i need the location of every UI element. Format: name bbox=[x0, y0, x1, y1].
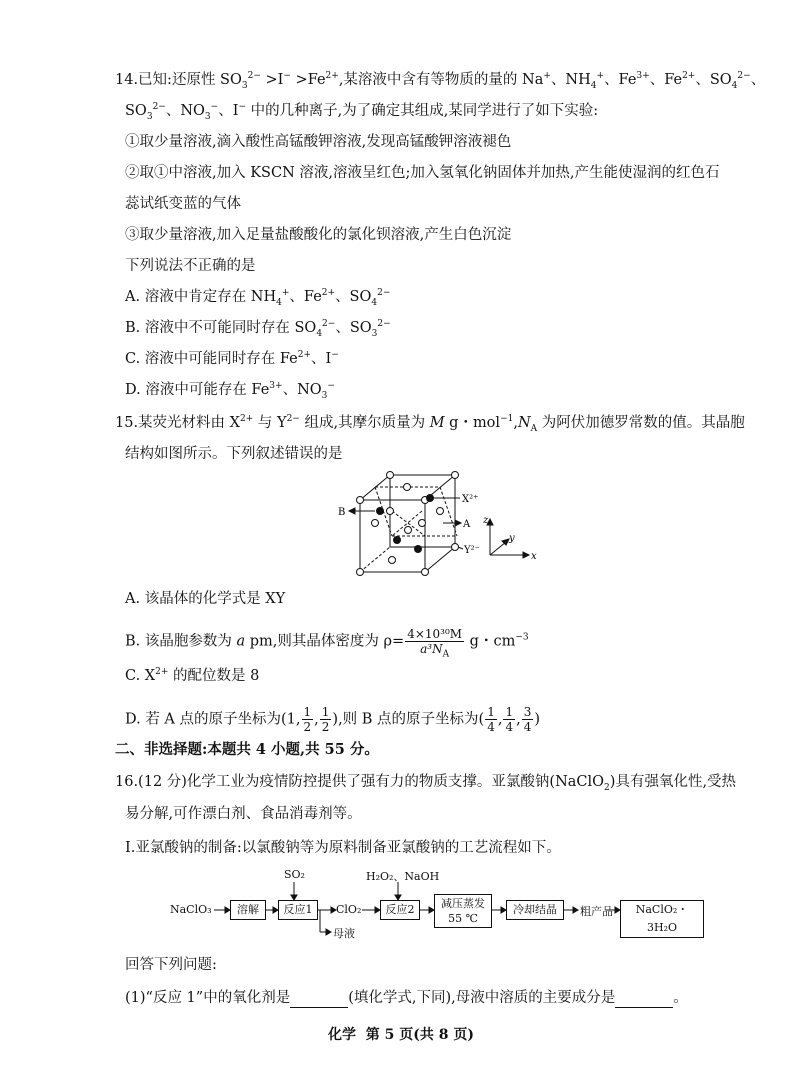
y-ion-marker bbox=[387, 472, 394, 479]
q16-stem-line2: 易分解,可作漂白剂、食品消毒剂等。 bbox=[125, 806, 362, 822]
y-ion-marker bbox=[405, 527, 412, 534]
y-ion-marker bbox=[389, 557, 396, 564]
q14-option-d: D. 溶液中可能存在 $Fe^{3+}$、$NO_3^-$ bbox=[125, 381, 335, 401]
y-ion-marker bbox=[357, 569, 364, 576]
q14-option-c: C. 溶液中可能同时存在 $Fe^{2+}$、I− bbox=[125, 350, 339, 367]
q14-experiment-3: ③取少量溶液,加入足量盐酸酸化的氯化钡溶液,产生白色沉淀 bbox=[125, 227, 512, 243]
y-ion-marker bbox=[404, 484, 411, 491]
q16-subquestion-1: (1)“反应 1”中的氧化剂是 (填化学式,下同),母液中溶质的主要成分是 。 bbox=[125, 990, 688, 1006]
label-point-b: B bbox=[338, 507, 346, 518]
y-ion-marker bbox=[452, 544, 459, 551]
q14-experiment-1: ①取少量溶液,滴入酸性高锰酸钾溶液,发现高锰酸钾溶液褪色 bbox=[125, 134, 512, 150]
q15-stem-line2: 结构如图所示。下列叙述错误的是 bbox=[125, 446, 343, 462]
q15-option-a: A. 该晶体的化学式是 XY bbox=[125, 591, 286, 607]
y-ion-marker bbox=[422, 569, 429, 576]
q14-experiment-2-cont: 蕊试纸变蓝的气体 bbox=[125, 196, 241, 212]
q14-experiment-2: ②取①中溶液,加入 KSCN 溶液,溶液呈红色;加入氢氧化钠固体并加热,产生能使湿润的红色石 bbox=[125, 165, 720, 181]
page-footer: 化学 第 5 页(共 8 页) bbox=[328, 1027, 474, 1043]
q14-option-b: B. 溶液中不可能同时存在 $SO_4^{2-}$、$SO_3^{2-}$ bbox=[125, 319, 391, 339]
flow-step-reaction1: 反应1 bbox=[278, 900, 318, 920]
y-ion-marker bbox=[387, 508, 394, 515]
section-heading: 二、非选择题:本题共 4 小题,共 55 分。 bbox=[115, 741, 379, 758]
flow-step-dissolve: 溶解 bbox=[230, 900, 266, 920]
label-y-ion: Y²⁻ bbox=[464, 545, 480, 556]
q15-option-b: B. 该晶胞参数为 a pm,则其晶体密度为 ρ= $\frac{\text{4×10³⁰M}}{a^3N_A}$ g・$cm^{-3}$ bbox=[125, 627, 529, 660]
y-ion-marker bbox=[452, 472, 459, 479]
x-ion-marker bbox=[393, 536, 401, 544]
flow-crude-product: 粗产品 bbox=[580, 905, 613, 918]
y-ion-marker bbox=[419, 520, 426, 527]
process-flow-diagram bbox=[170, 868, 710, 943]
flow-mother-liquor: 母液 bbox=[333, 927, 355, 940]
x-ion-marker bbox=[376, 507, 384, 515]
y-ion-marker bbox=[437, 508, 444, 515]
y-ion-marker bbox=[372, 520, 379, 527]
q14-question: 下列说法不正确的是 bbox=[125, 258, 256, 274]
axis-y-label: y bbox=[509, 533, 515, 544]
label-point-a: A bbox=[463, 519, 471, 530]
y-ion-marker bbox=[357, 497, 364, 504]
x-ion-marker bbox=[426, 494, 434, 502]
crystal-cell-figure bbox=[335, 465, 545, 580]
answer-blank-solute[interactable] bbox=[615, 993, 673, 1008]
q15-option-d: D. 若 A 点的原子坐标为(1, $\frac{1}{2}$ , $\frac{1}{2}$ ),则 B 点的原子坐标为( $\frac{1}{4}$ , $\frac{1}{4}$ , $\frac{3}{4}$ ) bbox=[125, 705, 541, 734]
axis-x-label: x bbox=[531, 551, 537, 562]
flow-intermediate-clo2: ClO₂ bbox=[336, 903, 362, 916]
q16-part1-intro: Ⅰ.亚氯酸钠的制备:以氯酸钠等为原料制备亚氯酸钠的工艺流程如下。 bbox=[125, 840, 561, 856]
q14-stem-line1: 14.已知:还原性 $SO_3^{2-} >I^- >Fe^{2+}$,某溶液中含有等物质的量的 Na+、$NH_4^+$、$Fe^{3+}$、$Fe^{2+}$、$SO_4^{2-}$、 bbox=[115, 71, 766, 91]
density-fraction: $\frac{\text{4×10³⁰M}}{a^3N_A}$ bbox=[407, 627, 463, 660]
flow-input-so2: SO₂ bbox=[284, 868, 305, 881]
flow-final-product: NaClO₂・3H₂O bbox=[620, 900, 704, 938]
q14-stem-line2: $SO_3^{2-}$、$NO_3^-$、I− 中的几种离子,为了确定其组成,某同学进行了如下实验: bbox=[125, 102, 599, 122]
flow-step-reaction2: 反应2 bbox=[380, 900, 420, 920]
q16-stem-line1: 16.(12 分)化学工业为疫情防控提供了强有力的物质支撑。亚氯酸钠(NaClO$_2$)具有强氧化性,受热 bbox=[115, 774, 737, 793]
label-x-ion: X²⁺ bbox=[462, 494, 479, 505]
q14-option-a: A. 溶液中肯定存在 $NH_4^+$、$Fe^{2+}$、$SO_4^{2-}$ bbox=[125, 288, 391, 308]
flow-start-nacl03: NaClO₃ bbox=[170, 903, 212, 916]
answer-blank-oxidant[interactable] bbox=[290, 993, 348, 1008]
flow-step-evaporation: 减压蒸发 55 ℃ bbox=[434, 894, 492, 928]
axis-z-label: z bbox=[483, 515, 489, 526]
q15-stem-line1: 15.某荧光材料由 $X^{2+}$ 与 $Y^{2-}$ 组成,其摩尔质量为 M g・$mol^{-1},N_A$ 为阿伏加德罗常数的值。其晶胞 bbox=[115, 414, 745, 434]
flow-input-h2o2-naoh: H₂O₂、NaOH bbox=[366, 870, 440, 883]
x-ion-marker bbox=[414, 545, 422, 553]
q15-option-c: C. $X^{2+}$ 的配位数是 8 bbox=[125, 667, 260, 684]
flow-step-crystallize: 冷却结晶 bbox=[506, 900, 564, 920]
q16-answer-prompt: 回答下列问题: bbox=[125, 957, 217, 973]
